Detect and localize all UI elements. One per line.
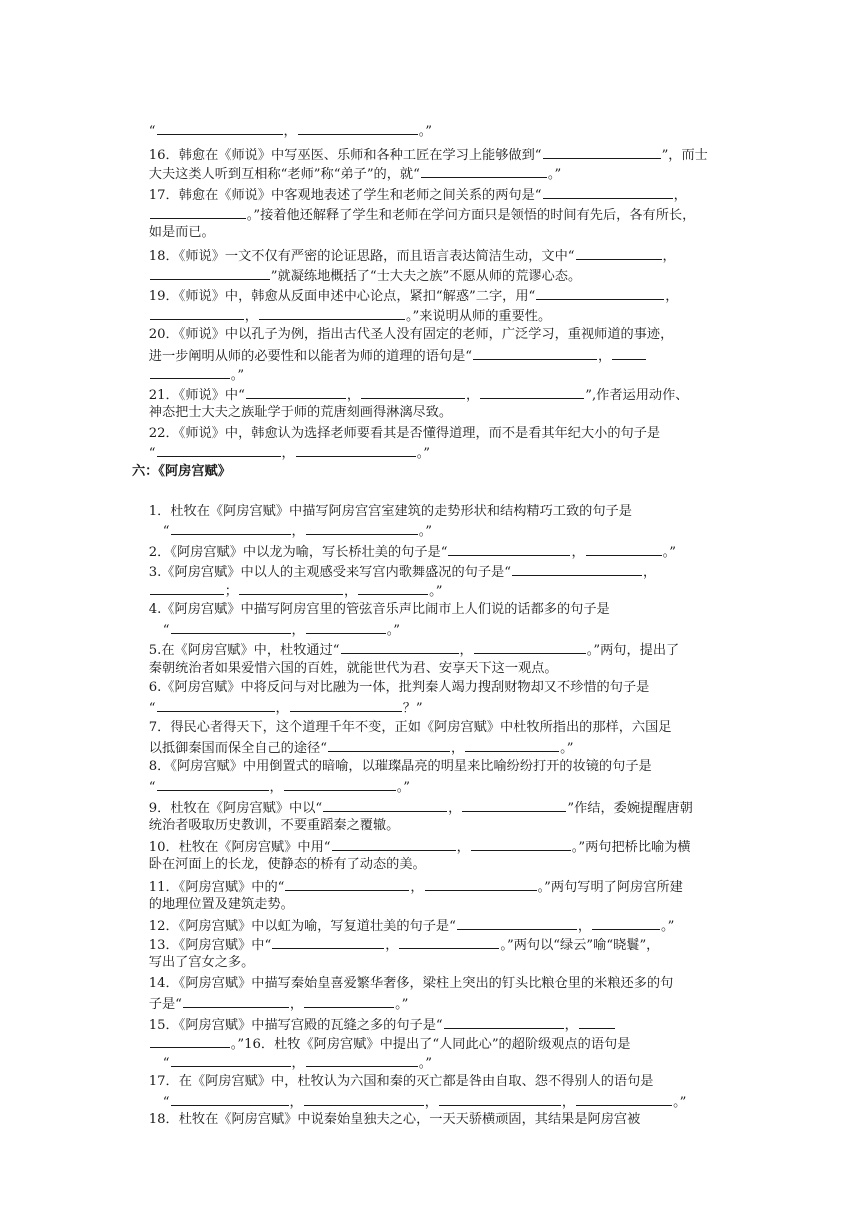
question-17b: 17．在《阿房宫赋》中，杜牧认为六国和秦的灭亡都是咎由自取、怨不得别人的语句是	[148, 1074, 654, 1089]
question-5: 5.在《阿房宫赋》中，杜牧通过“ ， 。”两句，提出了	[132, 619, 679, 639]
line: 秦朝统治者如果爱惜六国的百姓，就能世代为君、安享天下这一观点。	[148, 661, 558, 676]
line: “ ， 。”	[132, 100, 432, 120]
fill-blank[interactable]	[157, 442, 281, 457]
line: “ ， ， ， 。”	[146, 1071, 686, 1091]
fill-blank[interactable]	[612, 345, 646, 360]
question-12: 12．《阿房宫赋》中以虹为喻，写复道壮美的句子是“ ， 。”	[132, 895, 674, 915]
question-3: 3.《阿房宫赋》中以人的主观感受来写宫内歌舞盛况的句子是“ ，	[132, 541, 656, 561]
fill-blank[interactable]	[272, 934, 384, 949]
line: 以抵御秦国而保全自己的途径“ ， 。”	[132, 717, 574, 737]
question-11: 11．《阿房宫赋》中的“ ， 。”两句写明了阿房宫所建	[132, 856, 683, 876]
question-22: 22．《师说》中，韩愈认为选择老师要看其是否懂得道理，而不是看其年纪大小的句子是	[148, 426, 661, 441]
line: 统治者吸取历史教训，不要重蹈秦之覆辙。	[148, 818, 400, 833]
line: 进一步阐明从师的必要性和以能者为师的道理的语句是“ ，	[132, 325, 647, 345]
line: “ ， 。”	[132, 756, 410, 776]
line: “ ， 。”	[146, 599, 400, 619]
fill-blank[interactable]	[576, 245, 662, 260]
line: 写出了宫女之多。	[148, 955, 255, 970]
line: 大夫这类人听到互相称“老师”称“弟子”的，就“ 。”	[132, 143, 561, 163]
fill-blank[interactable]	[296, 442, 416, 457]
line: ”就凝练地概括了“士大夫之族”不愿从师的荒谬心态。	[132, 245, 581, 265]
question-18: 18．《师说》一文不仅有严密的论证思路，而且语言表达简洁生动，文中“ ，	[132, 225, 676, 245]
fill-blank[interactable]	[536, 285, 664, 300]
question-2: 2．《阿房宫赋》中以龙为喻，写长桥壮美的句子是“ ， 。”	[132, 521, 676, 541]
question-9: 9．杜牧在《阿房宫赋》中以“ ， ”作结，委婉提醒唐朝	[132, 777, 693, 797]
question-16: 16．韩愈在《师说》中写巫医、乐师和各种工匠在学习上能够做到“ ”，而士	[132, 124, 708, 144]
question-16b: 。”16．杜牧《阿房宫赋》中提出了“人同此心”的超阶级观点的语句是	[132, 1013, 630, 1033]
question-17: 17．韩愈在《师说》中客观地表述了学生和老师之间关系的两句是“ ，	[132, 164, 687, 184]
question-6: 6.《阿房宫赋》中将反问与对比融为一体，批判秦人竭力搜刮财物却又不珍惜的句子是	[148, 680, 650, 695]
question-14: 14．《阿房宫赋》中描写秦始皇喜爱繁华奢侈，梁柱上突出的钉头比粮仓里的米粮还多的句	[148, 976, 674, 991]
fill-blank[interactable]	[425, 876, 537, 891]
line: “ ， 。”	[132, 422, 430, 442]
fill-blank[interactable]	[471, 836, 571, 851]
line: 的地理位置及建筑走势。	[148, 897, 294, 912]
line: “ ， ？”	[132, 677, 423, 697]
question-8: 8．《阿房宫赋》中用倒置式的暗喻，以璀璨晶亮的明星来比喻纷纷打开的妆镜的句子是	[148, 759, 652, 774]
line: “ ， 。”	[146, 1032, 432, 1052]
line: 神态把士大夫之族耻学于师的荒唐刻画得淋漓尽致。	[148, 405, 453, 420]
fill-blank[interactable]	[399, 934, 499, 949]
line: ； ， 。”	[132, 560, 443, 580]
line: 子是“ ， 。”	[132, 973, 408, 993]
question-21: 21．《师说》中“ ， ， ”,作者运用动作、	[132, 364, 688, 384]
line: “ ， 。”	[146, 500, 432, 520]
question-4: 4.《阿房宫赋》中描写阿房宫里的管弦音乐声比闹市上人们说的话都多的句子是	[148, 602, 610, 617]
line: 如是而已。	[148, 225, 215, 240]
question-19: 19．《师说》中，韩愈从反面申述中心论点，紧扣“解惑”二字，用“ ，	[132, 265, 678, 285]
question-15: 15．《阿房宫赋》中描写宫殿的瓦缝之多的句子是“ ，	[132, 994, 616, 1014]
line: 。”接着他还解释了学生和老师在学问方面只是领悟的时间有先后，各有所长，	[132, 184, 695, 204]
question-13: 13．《阿房宫赋》中“ ， 。”两句以“绿云”喻“晓鬟”，	[132, 914, 659, 934]
question-1: 1．杜牧在《阿房宫赋》中描写阿房宫宫室建筑的走势形状和结构精巧工致的句子是	[148, 504, 632, 519]
question-10: 10．杜牧在《阿房宫赋》中用“ ， 。”两句把桥比喻为横	[132, 816, 691, 836]
section-heading: 六：《阿房宫赋》	[132, 464, 231, 479]
fill-blank[interactable]	[480, 384, 584, 399]
line: 。”	[132, 344, 244, 364]
question-7: 7．得民心者得天下，这个道理千年不变，正如《阿房宫赋》中杜牧所指出的那样，六国足	[148, 720, 672, 735]
fill-blank[interactable]	[462, 797, 566, 812]
question-18b: 18．杜牧在《阿房宫赋》中说秦始皇独夫之心，一天天骄横顽固，其结果是阿房宫被	[148, 1112, 641, 1127]
fill-blank[interactable]	[285, 876, 409, 891]
fill-blank[interactable]	[512, 561, 642, 576]
fill-blank[interactable]	[473, 345, 597, 360]
line: ， 。”来说明从师的重要性。	[132, 285, 551, 305]
question-20: 20．《师说》中以孔子为例，指出古代圣人没有固定的老师，广泛学习，重视师道的事迹，	[148, 327, 674, 342]
line: 卧在河面上的长龙，使静态的桥有了动态的美。	[148, 857, 426, 872]
